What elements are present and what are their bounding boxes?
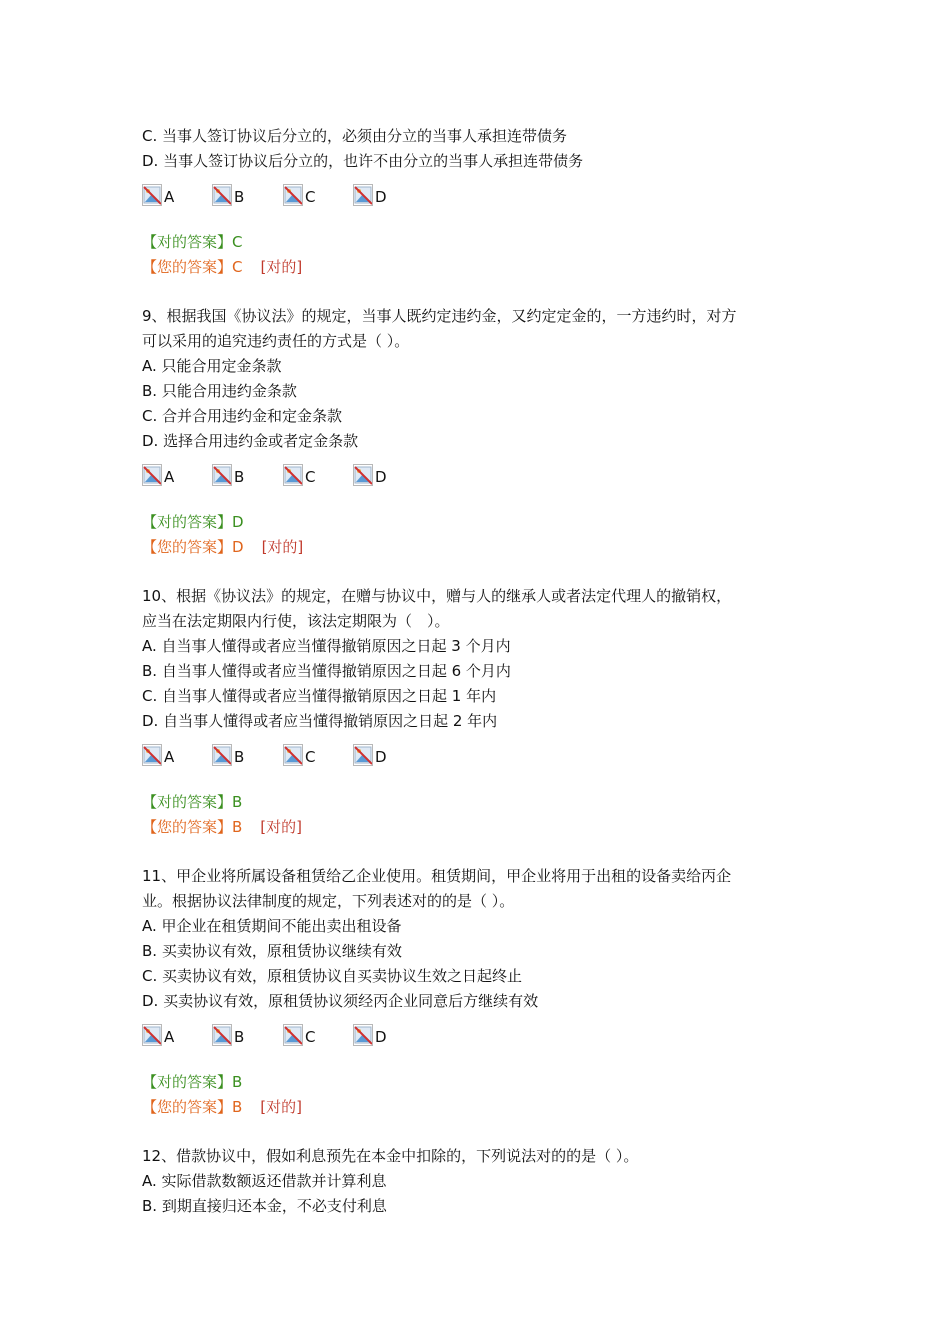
- verdict-badge: [对的]: [260, 258, 303, 276]
- option-c: C. 买卖协议有效，原租赁协议自买卖协议生效之日起终止: [142, 967, 523, 985]
- broken-image-icon: [283, 1024, 303, 1046]
- question-10: [142, 584, 812, 840]
- choice-c[interactable]: [283, 1016, 315, 1046]
- question-12: [142, 1144, 812, 1219]
- option-a: A. 只能合用定金条款: [142, 357, 282, 375]
- question-8-tail: [142, 124, 812, 280]
- choice-b[interactable]: [212, 456, 244, 486]
- option-c: C. 当事人签订协议后分立的，必须由分立的当事人承担连带债务: [142, 127, 568, 145]
- broken-image-icon: [283, 464, 303, 486]
- choice-b[interactable]: [212, 1016, 244, 1046]
- question-stem: 可以采用的追究违约责任的方式是（ ）。: [142, 332, 410, 350]
- choice-label: C: [305, 468, 316, 486]
- correct-answer: 【对的答案】B: [142, 793, 243, 811]
- verdict-badge: [对的]: [260, 1098, 303, 1116]
- broken-image-icon: [142, 1024, 162, 1046]
- correct-answer: 【对的答案】B: [142, 1073, 243, 1091]
- choice-label: B: [234, 748, 245, 766]
- your-answer-text: 【您的答案】B: [142, 818, 243, 836]
- your-answer: [142, 255, 812, 280]
- question-stem: 10、根据《协议法》的规定，在赠与协议中，赠与人的继承人或者法定代理人的撤销权，: [142, 587, 732, 605]
- broken-image-icon: [283, 744, 303, 766]
- your-answer: [142, 535, 812, 560]
- choice-label: C: [305, 748, 316, 766]
- choice-c[interactable]: [283, 456, 315, 486]
- option-c: C. 自当事人懂得或者应当懂得撤销原因之日起 1 年内: [142, 687, 497, 705]
- question-stem: 应当在法定期限内行使，该法定期限为（ ）。: [142, 612, 450, 630]
- choice-a[interactable]: [142, 176, 174, 206]
- choice-a[interactable]: [142, 456, 174, 486]
- choice-a[interactable]: [142, 1016, 174, 1046]
- broken-image-icon: [142, 744, 162, 766]
- choice-d[interactable]: [353, 1016, 387, 1046]
- broken-image-icon: [353, 1024, 373, 1046]
- document-page: [142, 124, 812, 1219]
- choice-label: B: [234, 188, 245, 206]
- broken-image-icon: [353, 184, 373, 206]
- choice-d[interactable]: [353, 456, 387, 486]
- choice-label: D: [375, 468, 387, 486]
- choice-label: C: [305, 1028, 316, 1046]
- question-stem: 11、甲企业将所属设备租赁给乙企业使用。租赁期间，甲企业将用于出租的设备卖给丙企: [142, 867, 732, 885]
- choice-label: A: [164, 748, 175, 766]
- broken-image-icon: [353, 744, 373, 766]
- broken-image-icon: [353, 464, 373, 486]
- answer-choices: [142, 456, 812, 492]
- your-answer: [142, 815, 812, 840]
- choice-label: A: [164, 468, 175, 486]
- option-a: A. 实际借款数额返还借款并计算利息: [142, 1172, 387, 1190]
- broken-image-icon: [212, 744, 232, 766]
- broken-image-icon: [283, 184, 303, 206]
- choice-label: D: [375, 188, 387, 206]
- choice-d[interactable]: [353, 736, 387, 766]
- question-11: [142, 864, 812, 1120]
- broken-image-icon: [142, 184, 162, 206]
- verdict-badge: [对的]: [261, 538, 304, 556]
- choice-label: C: [305, 188, 316, 206]
- correct-answer: 【对的答案】D: [142, 513, 244, 531]
- option-b: B. 买卖协议有效，原租赁协议继续有效: [142, 942, 402, 960]
- option-d: D. 自当事人懂得或者应当懂得撤销原因之日起 2 年内: [142, 712, 498, 730]
- choice-a[interactable]: [142, 736, 174, 766]
- choice-c[interactable]: [283, 736, 315, 766]
- choice-c[interactable]: [283, 176, 315, 206]
- correct-answer: 【对的答案】C: [142, 233, 243, 251]
- option-b: B. 只能合用违约金条款: [142, 382, 297, 400]
- option-d: D. 买卖协议有效，原租赁协议须经丙企业同意后方继续有效: [142, 992, 539, 1010]
- choice-label: B: [234, 468, 245, 486]
- your-answer-text: 【您的答案】B: [142, 1098, 243, 1116]
- option-b: B. 到期直接归还本金，不必支付利息: [142, 1197, 387, 1215]
- option-d: D. 当事人签订协议后分立的，也许不由分立的当事人承担连带债务: [142, 152, 584, 170]
- option-a: A. 自当事人懂得或者应当懂得撤销原因之日起 3 个月内: [142, 637, 511, 655]
- option-d: D. 选择合用违约金或者定金条款: [142, 432, 359, 450]
- option-a: A. 甲企业在租赁期间不能出卖出租设备: [142, 917, 402, 935]
- broken-image-icon: [212, 464, 232, 486]
- broken-image-icon: [212, 1024, 232, 1046]
- choice-label: D: [375, 1028, 387, 1046]
- choice-label: A: [164, 188, 175, 206]
- answer-choices: [142, 1016, 812, 1052]
- option-c: C. 合并合用违约金和定金条款: [142, 407, 343, 425]
- question-stem: 业。根据协议法律制度的规定，下列表述对的的是（ ）。: [142, 892, 515, 910]
- broken-image-icon: [212, 184, 232, 206]
- choice-label: A: [164, 1028, 175, 1046]
- choice-b[interactable]: [212, 176, 244, 206]
- question-stem: 12、借款协议中，假如利息预先在本金中扣除的，下列说法对的的是（ ）。: [142, 1147, 639, 1165]
- answer-choices: [142, 736, 812, 772]
- choice-d[interactable]: [353, 176, 387, 206]
- question-stem: 9、根据我国《协议法》的规定，当事人既约定违约金，又约定定金的，一方违约时，对方: [142, 307, 737, 325]
- choice-b[interactable]: [212, 736, 244, 766]
- your-answer-text: 【您的答案】C: [142, 258, 243, 276]
- answer-choices: [142, 176, 812, 212]
- choice-label: D: [375, 748, 387, 766]
- option-b: B. 自当事人懂得或者应当懂得撤销原因之日起 6 个月内: [142, 662, 511, 680]
- choice-label: B: [234, 1028, 245, 1046]
- your-answer: [142, 1095, 812, 1120]
- broken-image-icon: [142, 464, 162, 486]
- your-answer-text: 【您的答案】D: [142, 538, 244, 556]
- question-9: [142, 304, 812, 560]
- verdict-badge: [对的]: [260, 818, 303, 836]
